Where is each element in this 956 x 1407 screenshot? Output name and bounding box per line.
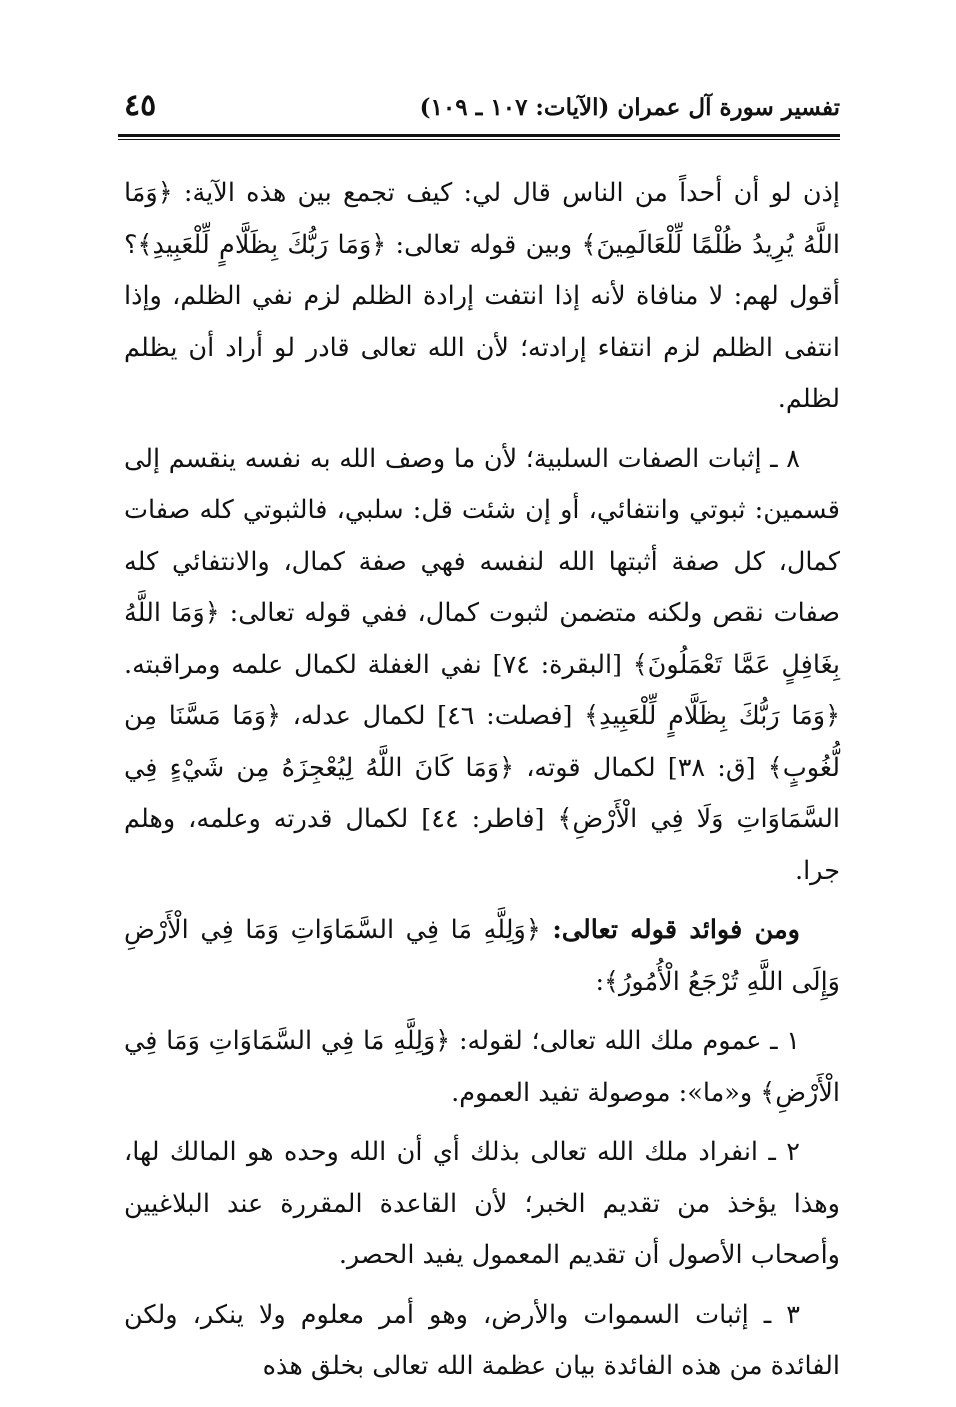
paragraph-1-text: إذن لو أن أحداً من الناس قال لي: كيف تجمع بين هذه الآية: ﴿وَمَا اللَّهُ يُرِيدُ ظُلْمًا لِّلْعَالَمِينَ﴾ وبين قوله تعالى: ﴿وَمَا رَبُّكَ بِظَلَّامٍ لِّلْعَبِيدِ﴾؟ أقول لهم: لا منافاة لأنه إذا انتفت إرادة الظلم لزم نفي الظلم، وإذا انتفى الظلم لزم انتفاء إرادته؛ لأن الله تعالى قادر لو أراد أن يظلم لظلم. bbox=[124, 178, 840, 414]
paragraph-4-text: ١ ـ عموم ملك الله تعالى؛ لقوله: ﴿وَلِلَّهِ مَا فِي السَّمَاوَاتِ وَمَا فِي الْأَرْضِ﴾ و«ما»: موصولة تفيد العموم. bbox=[124, 1026, 840, 1108]
paragraph-4 bbox=[124, 1016, 840, 1119]
page-number: ٤٥ bbox=[124, 88, 157, 123]
paragraph-3-text: ﴿وَلِلَّهِ مَا فِي السَّمَاوَاتِ وَمَا فِي الْأَرْضِ وَإِلَى اللَّهِ تُرْجَعُ الْأُمُورُ﴾: bbox=[124, 915, 840, 997]
paragraph-3-lead: ومن فوائد قوله تعالى: bbox=[552, 915, 800, 945]
running-header-title: تفسير سورة آل عمران (الآيات: ١٠٧ ـ ١٠٩) bbox=[419, 94, 840, 121]
paragraph-1 bbox=[124, 168, 840, 426]
header-divider bbox=[118, 134, 840, 140]
paragraph-2-text: ٨ ـ إثبات الصفات السلبية؛ لأن ما وصف الله به نفسه ينقسم إلى قسمين: ثبوتي وانتفائي، أو إن شئت قل: سلبي، فالثبوتي كله صفات كمال، كل صفة أثبتها الله لنفسه فهي صفة كمال، والانتفائي كله صفات نقص ولكنه متضمن لثبوت كمال، ففي قوله تعالى: ﴿وَمَا اللَّهُ بِغَافِلٍ عَمَّا تَعْمَلُونَ﴾ [البقرة: ٧٤] نفي الغفلة لكمال علمه ومراقبته. ﴿وَمَا رَبُّكَ بِظَلَّامٍ لِّلْعَبِيدِ﴾ [فصلت: ٤٦] لكمال عدله، ﴿وَمَا مَسَّنَا مِن لُّغُوبٍ﴾ [ق: ٣٨] لكمال قوته، ﴿وَمَا كَانَ اللَّهُ لِيُعْجِزَهُ مِن شَيْءٍ فِي السَّمَاوَاتِ وَلَا فِي الْأَرْضِ﴾ [فاطر: ٤٤] لكمال قدرته وعلمه، وهلم جرا. bbox=[124, 443, 841, 886]
paragraph-3 bbox=[124, 905, 840, 1008]
paragraph-2 bbox=[124, 434, 840, 898]
paragraph-6-text: ٣ ـ إثبات السموات والأرض، وهو أمر معلوم ولا ينكر، ولكن الفائدة من هذه الفائدة بيان عظمة الله تعالى بخلق هذه bbox=[124, 1299, 840, 1381]
paragraph-6 bbox=[124, 1290, 840, 1393]
running-header bbox=[118, 82, 840, 132]
body-text bbox=[124, 168, 840, 1401]
paragraph-5 bbox=[124, 1127, 840, 1282]
paragraph-5-text: ٢ ـ انفراد ملك الله تعالى بذلك أي أن الله وحده هو المالك لها، وهذا يؤخذ من تقديم الخبر؛ لأن القاعدة المقررة عند البلاغيين وأصحاب الأصول أن تقديم المعمول يفيد الحصر. bbox=[124, 1137, 840, 1270]
